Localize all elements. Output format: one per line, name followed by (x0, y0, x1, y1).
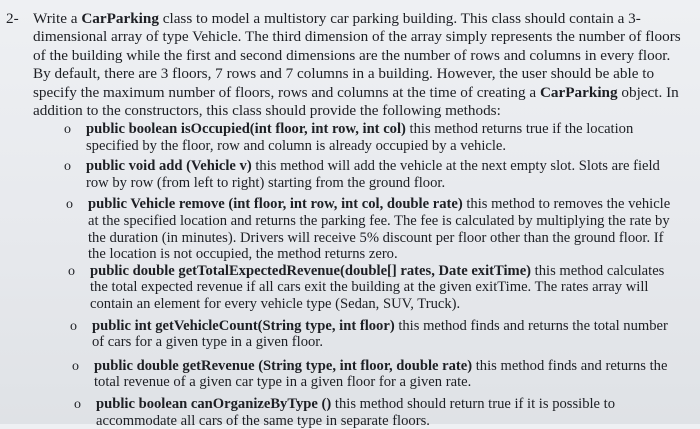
question-intro (33, 10, 685, 120)
bullet-icon: o (64, 159, 71, 175)
method-text (90, 263, 675, 313)
bullet-icon: o (74, 396, 81, 412)
method-signature: public double getRevenue (String type, int floor, double rate) (94, 357, 473, 374)
method-signature: public double getTotalExpectedRevenue(double[] rates, Date exitTime) (90, 262, 532, 279)
method-text (86, 158, 684, 191)
method-description: this method finds and returns the total number of cars for a given type in a given floor. (92, 317, 668, 351)
intro-text-3: object. In addition to the constructors, this class should provide the following methods: (33, 83, 679, 120)
method-description: this method finds and returns the total revenue of a given car type in a given floor for a given rate. (94, 357, 668, 391)
method-signature: public Vehicle remove (int floor, int row, int col, double rate) (88, 196, 463, 213)
bullet-icon: o (66, 197, 73, 213)
method-description: this method calculates the total expected revenue if all cars exit the building at the given exitTime. The rates array will contain an element for every vehicle type (Sedan, SUV, Truck). (90, 262, 665, 312)
bullet-icon: o (68, 263, 75, 279)
method-signature: public boolean canOrganizeByType () (96, 395, 332, 412)
method-signature: public int getVehicleCount(String type, int floor) (92, 317, 395, 334)
method-item-remove (66, 196, 678, 263)
method-description: this method will add the vehicle at the next empty slot. Slots are field row by row (from left to right) starting from the ground floor. (86, 158, 660, 191)
bullet-icon: o (64, 122, 71, 137)
method-item-is-occupied (64, 121, 684, 154)
method-description: this method returns true if the location specified by the floor, row and column is already occupied by a vehicle. (86, 121, 634, 154)
method-text (92, 318, 677, 351)
method-text (86, 121, 684, 154)
method-description: this method to removes the vehicle at the specified location and returns the parking fee. The fee is calculated by multiplying the rate by the duration (in minutes). Drivers will receive 5% discount per floor other than the ground floor. If the location is not occupied, the method returns zero. (88, 196, 671, 263)
method-item-add (64, 158, 684, 191)
method-item-get-revenue (72, 357, 676, 391)
method-signature: public boolean isOccupied(int floor, int row, int col) (86, 121, 406, 137)
method-description: this method should return true if it is possible to accommodate all cars of the same type in separate floors. (96, 395, 616, 429)
method-list (0, 121, 700, 429)
method-text (94, 358, 676, 391)
method-item-get-vehicle-count (70, 317, 677, 351)
method-text (88, 196, 678, 262)
intro-text-1: Write a (33, 10, 82, 27)
class-name: CarParking (81, 10, 159, 27)
question-number: 2- (6, 10, 19, 27)
method-text (96, 396, 676, 429)
intro-text-2: class to model a multistory car parking building. This class should contain a 3-dimensional array of type Vehicle. The third dimension of the array simply represents the number of floors of the building while the first and second dimensions are the number of rows and columns in every floor. By default, there are 3 floors, 7 rows and 7 columns in a building. However, the user should be able to specify the maximum number of floors, rows and columns at the time of creating a (33, 10, 681, 101)
bullet-icon: o (72, 358, 79, 374)
object-name: CarParking (539, 83, 618, 101)
method-signature: public void add (Vehicle v) (86, 158, 252, 175)
method-item-get-total-expected-revenue (68, 262, 675, 313)
bullet-icon: o (70, 318, 77, 334)
method-item-can-organize-by-type (74, 395, 676, 429)
